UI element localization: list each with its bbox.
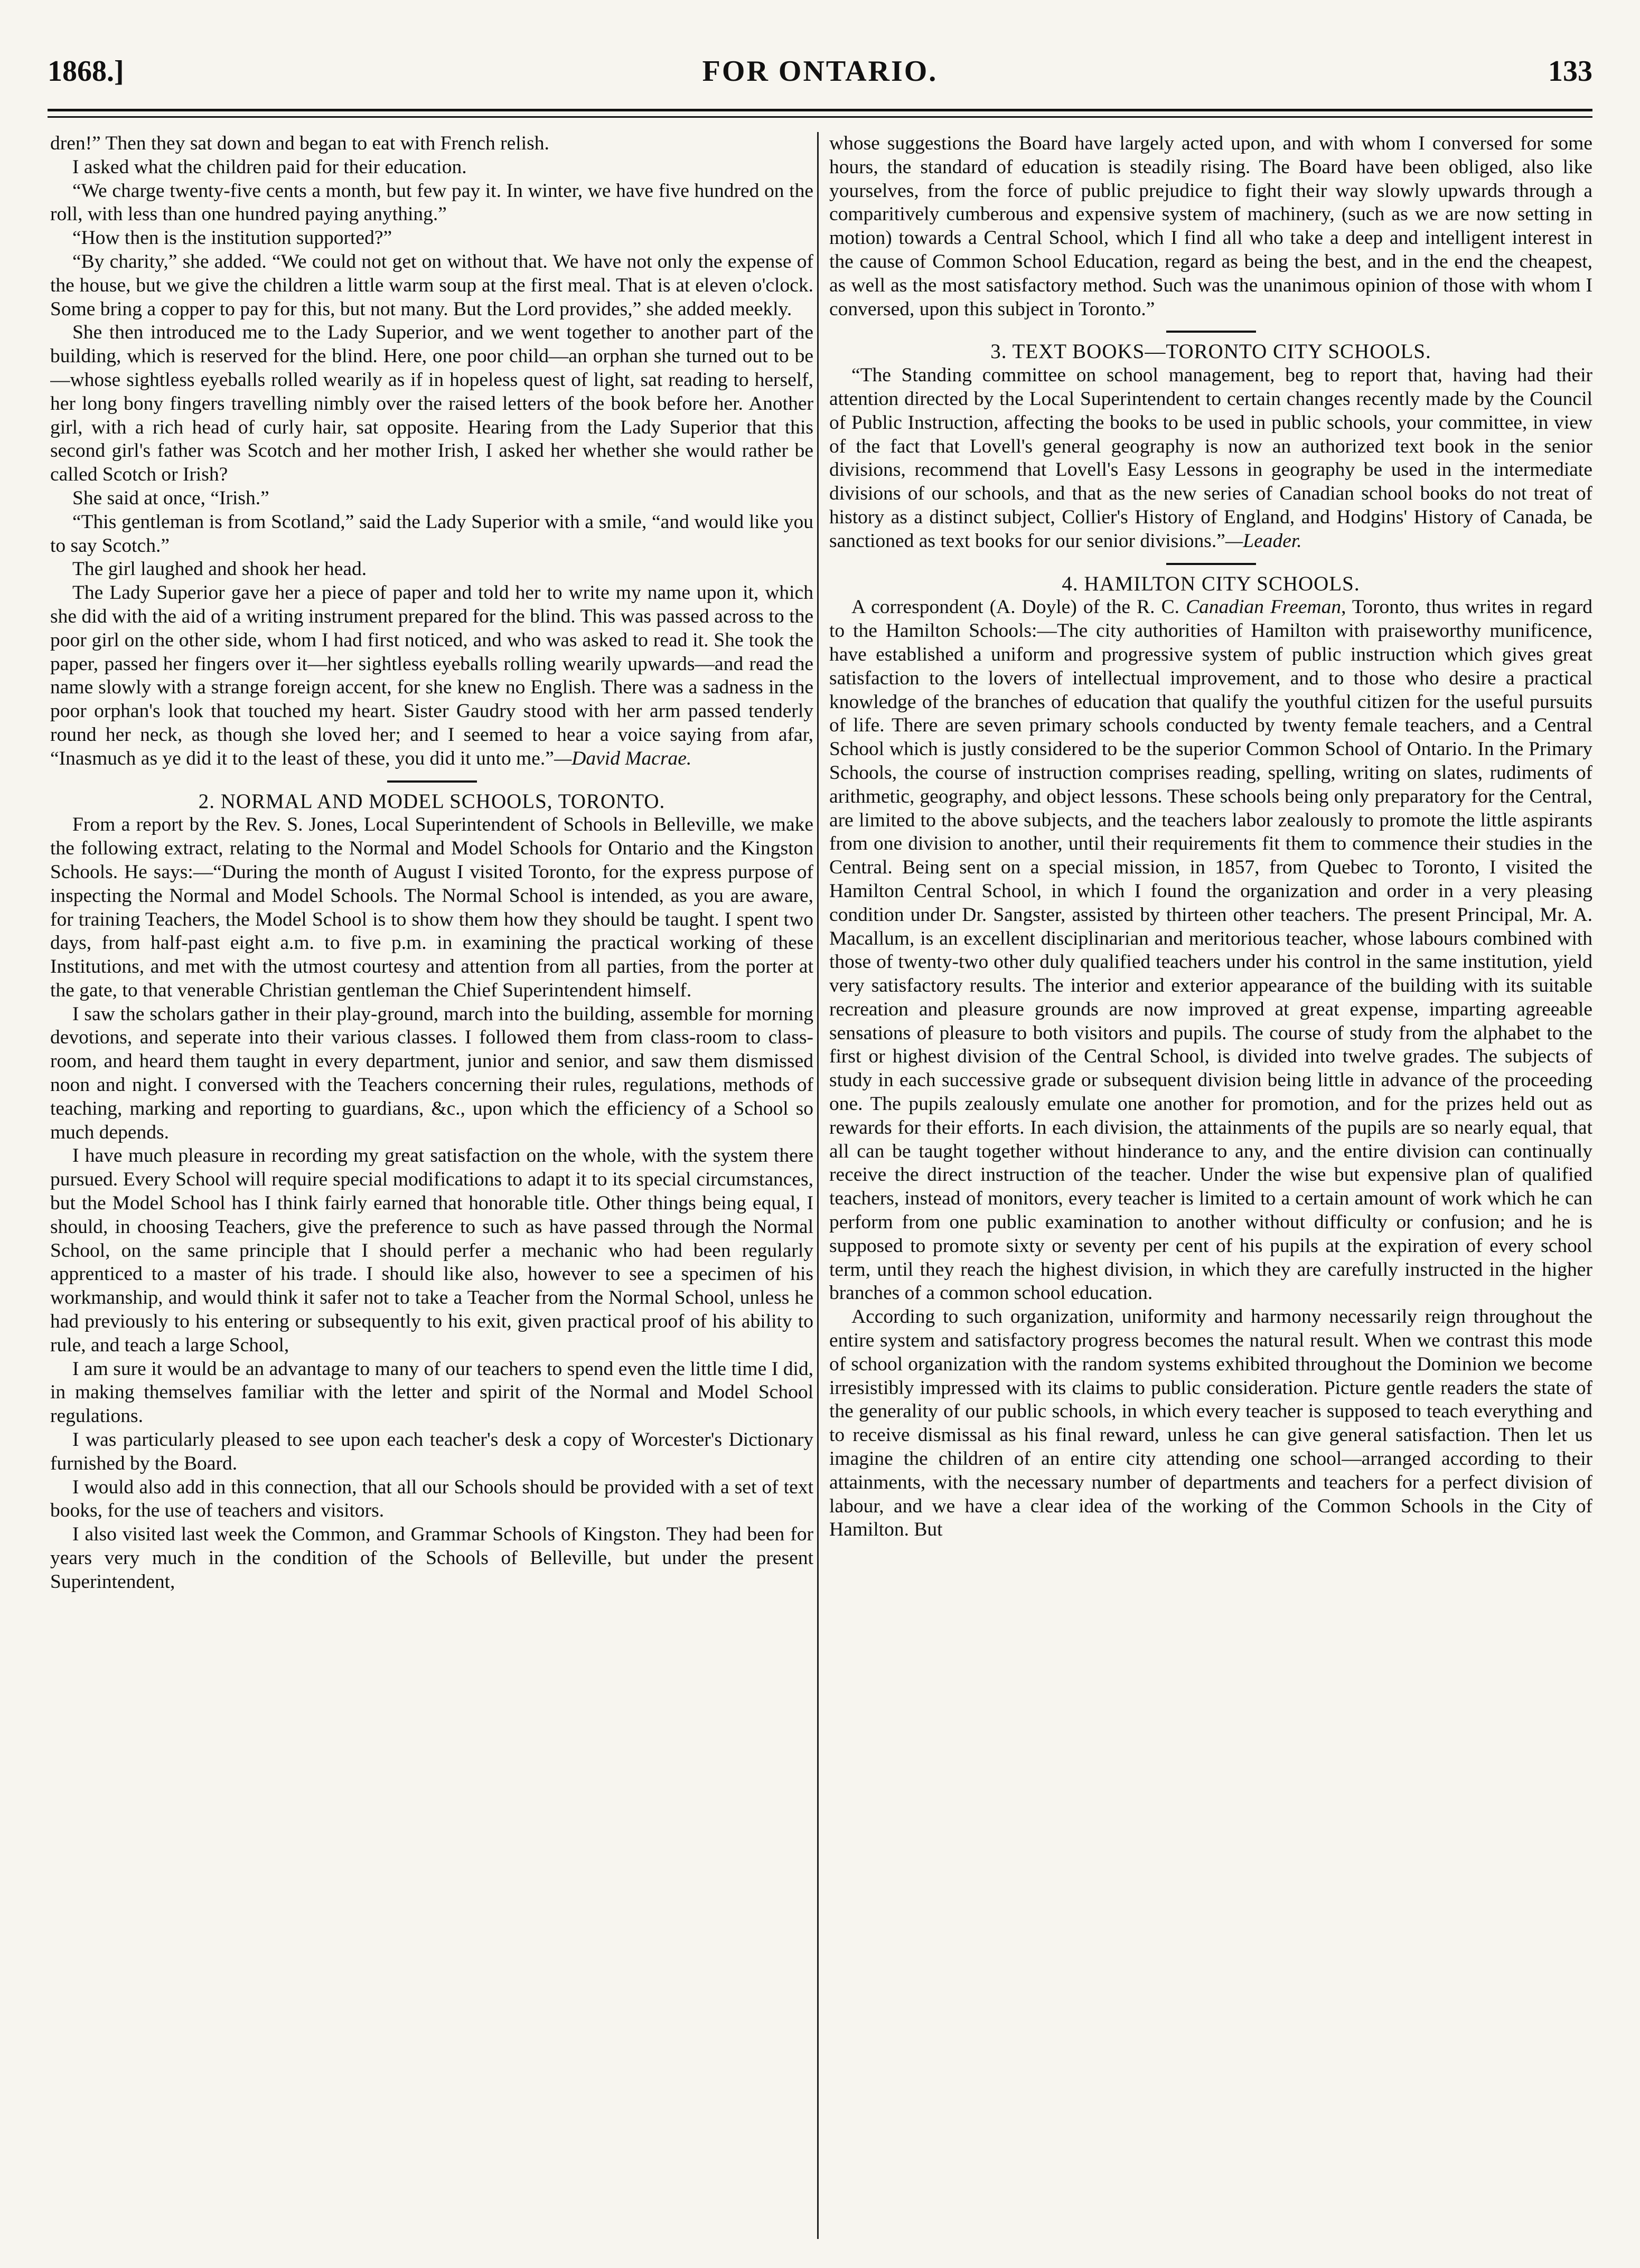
paragraph-text: “The Standing committee on school management, beg to report that, having had their attention directed by the Local Superintendent to certain changes recently made by the Council of Public Instruction, affecting the books to be used in public schools, your committee, in view of the fact that Lovell's general geography is now an authorized text book in the senior divisions, recommend that Lovell's Easy Lessons in geography be used in the intermediate divisions of our schools, and that as the new series of Canadian school books do not treat of history as a distinct subject, Collier's History of England, and Hodgins' History of Canada, be sanctioned as text books for our senior divisions.”: [829, 364, 1592, 552]
section-heading-hamilton-schools: 4. HAMILTON CITY SCHOOLS.: [1062, 572, 1360, 595]
paragraph: According to such organization, uniformity and harmony necessarily reign throughout the entire system and satisfactory progress becomes the natural result. When we contrast this mode of school organization with the random systems exhibited throughout the Dominion we become irresistibly impressed with its claims to public consideration. Picture gentle readers the state of the generality of our public schools, in which every teacher is supposed to teach everything and to receive dismissal as his final reward, unless he can give general satisfaction. Then let us imagine the children of an entire city attending one school—arranged according to their attainments, with the necessary number of departments and teachers for a perfect division of labour, and we have a clear idea of the working of the Common Schools in the City of Hamilton. But: [829, 1306, 1592, 1541]
header-rule-thin: [48, 116, 1592, 118]
paragraph-with-signature: [50, 581, 813, 770]
paragraph: The girl laughed and shook her head.: [72, 558, 367, 580]
paragraph: I asked what the children paid for their education.: [72, 156, 467, 178]
section-heading-normal-model-schools: 2. NORMAL AND MODEL SCHOOLS, TORONTO.: [198, 789, 666, 813]
paragraph: “This gentleman is from Scotland,” said the Lady Superior with a smile, “and would like you to say Scotch.”: [50, 511, 813, 557]
header-rule: [48, 109, 1592, 111]
paragraph-text: , Toronto, thus writes in regard to the Hamilton Schools:—The city authorities of Hamilton with praiseworthy munificence, have established a uniform and progressive system of public instruction which gives great satisfaction to the lovers of intellectual improvement, and to those who desire a practical knowledge of the branches of education that qualify the youthful citizen for the useful pursuits of life. There are seven primary schools conducted by twenty female teachers, and a Central School which is justly considered to be the superior Common School of Ontario. In the Primary Schools, the course of instruction comprises reading, spelling, writing on slates, rudiments of arithmetic, geography, and object lessons. These schools being only preparatory for the Central, are limited to the above subjects, and the teachers labor zealously to promote the little aspirants from one division to another, until their requirements fit them to commence their studies in the Central. Being sent on a special mission, in 1857, from Quebec to Toronto, I visited the Hamilton Central School, in which I found the organization and order in a very pleasing condition under Dr. Sangster, assisted by thirteen other teachers. The present Principal, Mr. A. Macallum, is an excellent disciplinarian and meritorious teacher, whose labours combined with those of twenty-two other duly qualified teachers under his control in the same institution, yield very satisfactory results. The interior and exterior appearance of the building with its suitable recreation and pleasure grounds are now improved at great expense, imparting agreeable sensations of pleasure to both visitors and pupils. The course of study from the alphabet to the first or highest division of the Central School, is divided into twelve grades. The subjects of study in each successive grade or subsequent division being little in advance of the proceeding one. The pupils zealously emulate one another for promotion, and for the prizes held out as rewards for their efforts. In each division, the attainments of the pupils are so nearly equal, that all can be taught together without hinderance to any, and the entire division can continually receive the direct instruction of the teacher. Under the wise but expensive plan of qualified teachers, instead of monitors, every teacher is limited to a certain amount of work which he can perform from one public examination to another without difficulty or confusion; and he is supposed to promote sixty or seventy per cent of his pupils at the expiration of every school term, until they reach the highest division, in which they are carefully instructed in the higher branches of a common school education.: [829, 596, 1592, 1304]
page-header: [48, 53, 1592, 100]
page-number: 133: [1548, 55, 1592, 88]
paragraph: “By charity,” she added. “We could not get on without that. We have not only the expense of the house, but we give the children a little warm soup at the first meal. That is at eleven o'clock. Some bring a copper to pay for this, but not many. But the Lord provides,” she added meekly.: [50, 250, 813, 320]
paragraph: I saw the scholars gather in their play-ground, march into the building, assemble for morning devotions, and seperate into their various classes. I followed them from class-room to class-room, and heard them taught in every department, junior and senior, and saw them dismissed noon and night. I conversed with the Teachers concerning their rules, regulations, methods of teaching, marking and reporting to guardians, &c., upon which the efficiency of a School so much depends.: [50, 1003, 813, 1143]
section-rule: [1166, 331, 1256, 333]
paragraph: dren!” Then they sat down and began to eat with French relish.: [50, 133, 549, 154]
section-rule: [1166, 563, 1256, 565]
paragraph: [829, 596, 1592, 1305]
paragraph: I was particularly pleased to see upon each teacher's desk a copy of Worcester's Dictionary furnished by the Board.: [50, 1429, 813, 1474]
right-column: [829, 132, 1592, 2239]
year-label: 1868.]: [48, 55, 124, 88]
paragraph: I would also add in this connection, that all our Schools should be provided with a set of text books, for the use of teachers and visitors.: [50, 1476, 813, 1522]
section-heading-text-books: 3. TEXT BOOKS—TORONTO CITY SCHOOLS.: [990, 340, 1431, 363]
paragraph: “How then is the institution supported?”: [72, 227, 392, 249]
signature: —Leader.: [1225, 530, 1302, 552]
paragraph-text: A correspondent (A. Doyle) of the R. C.: [851, 596, 1186, 618]
paragraph: “We charge twenty-five cents a month, but few pay it. In winter, we have five hundred on the roll, with less than one hundred paying anything.”: [50, 180, 813, 225]
section-rule: [387, 780, 477, 783]
signature: —David Macrae.: [554, 747, 692, 769]
paragraph: whose suggestions the Board have largely acted upon, and with whom I conversed for some hours, the standard of education is steadily rising. The Board have been obliged, also like yourselves, from the force of public prejudice to fight their way slowly upwards through a comparitively cumberous and expensive system of machinery, (such as we are now setting in motion) towards a Central School, which I find all who take a deep and intelligent interest in the cause of Common School Education, regard as being the best, and in the end the cheapest, as well as the most satisfactory method. Such was the unanimous opinion of those with whom I conversed, upon this subject in Toronto.”: [829, 133, 1592, 320]
paragraph-with-signature: [829, 364, 1592, 553]
paragraph: I also visited last week the Common, and Grammar Schools of Kingston. They had been for years very much in the condition of the Schools of Belleville, but under the present Superintendent,: [50, 1523, 813, 1593]
column-divider: [817, 132, 819, 2239]
paragraph: I have much pleasure in recording my great satisfaction on the whole, with the system there pursued. Every School will require special modifications to adapt it to its special circumstances, but the Model School has I think fairly earned that honorable title. Other things being equal, I should, in choosing Teachers, give the preference to such as have passed through the Normal School, on the same principle that I should perfer a mechanic who had been regularly apprenticed to a master of his trade. I should like also, however to see a specimen of his workmanship, and would think it safer not to take a Teacher from the Normal School, unless he had previously to his entering or subsequently to his exit, given practical proof of his ability to rule, and teach a large School,: [50, 1145, 813, 1356]
paragraph: She said at once, “Irish.”: [72, 487, 269, 509]
newspaper-name: Canadian Freeman: [1186, 596, 1342, 618]
paragraph: From a report by the Rev. S. Jones, Local Superintendent of Schools in Belleville, we make the following extract, relating to the Normal and Model Schools for Ontario and the Kingston Schools. He says:—“During the month of August I visited Toronto, for the express purpose of inspecting the Normal and Model Schools. The Normal School is intended, as you are aware, for training Teachers, the Model School is to show them how they should be taught. I spent two days, from half-past eight a.m. to five p.m. in examining the practical working of these Institutions, and met with the utmost courtesy and attention from all parties, from the porter at the gate, to that venerable Christian gentleman the Chief Superintendent himself.: [50, 814, 813, 1001]
paragraph-text: The Lady Superior gave her a piece of paper and told her to write my name upon it, which she did with the aid of a writing instrument prepared for the blind. This was passed across to the poor girl on the other side, whom I had first noticed, and who was asked to read it. She took the paper, passed her fingers over it—her sightless eyeballs rolling wearily upwards—and read the name slowly with a strange foreign accent, for she knew no English. There was a sadness in the poor orphan's look that touched my heart. Sister Gaudry stood with her arm passed tenderly round her neck, as though she loved her; and I seemed to hear a voice saying from afar, “Inasmuch as ye did it to the least of these, you did it unto me.”: [50, 582, 813, 769]
left-column: [50, 132, 813, 2239]
paragraph: She then introduced me to the Lady Superior, and we went together to another part of the building, which is reserved for the blind. Here, one poor child—an orphan she turned out to be—whose sightless eyeballs rolled wearily as if in hopeless quest of light, sat reading to herself, her long bony fingers travelling nimbly over the raised letters of the book before her. Another girl, with a rich head of curly hair, sat opposite. Hearing from the Lady Superior that this second girl's father was Scotch and her mother Irish, I asked her whether she would rather be called Scotch or Irish?: [50, 322, 813, 486]
paragraph: I am sure it would be an advantage to many of our teachers to spend even the little time I did, in making themselves familiar with the letter and spirit of the Normal and Model School regulations.: [50, 1358, 813, 1427]
running-title: FOR ONTARIO.: [702, 55, 938, 88]
